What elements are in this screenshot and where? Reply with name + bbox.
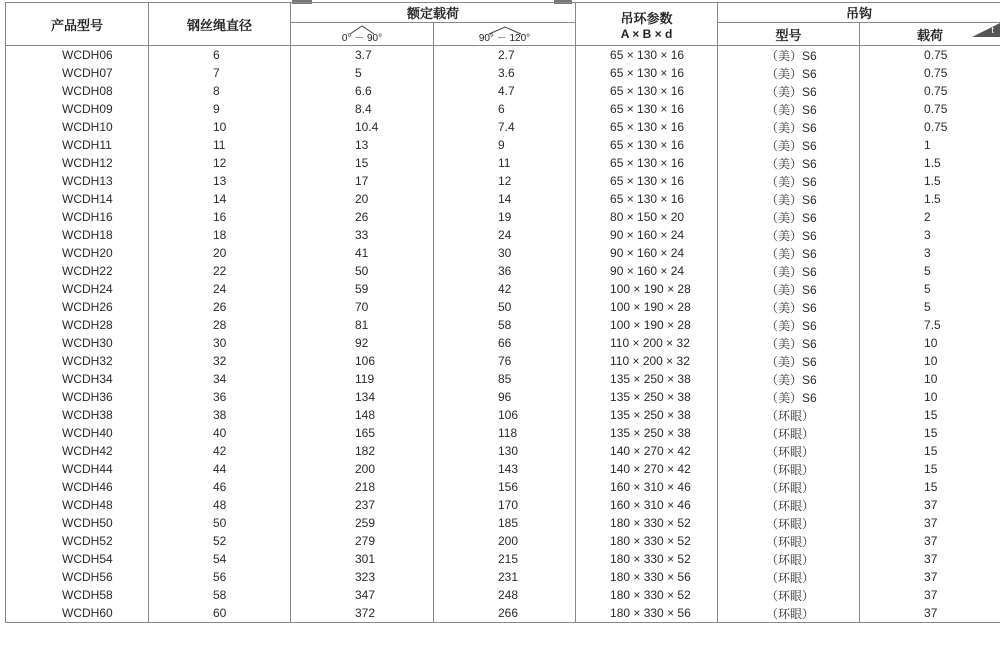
table-row [6,226,1000,244]
cell-ring-params: 160 × 310 × 46 [576,478,718,496]
cell-load-0-90: 165 [291,424,434,442]
cell-load-90-120: 42 [434,280,576,298]
cell-hook-load: 0.75 [860,118,1000,136]
cell-model: WCDH26 [6,298,149,316]
cell-load-90-120: 130 [434,442,576,460]
table-body [6,46,1000,623]
cell-hook-load: 1.5 [860,154,1000,172]
table-row [6,586,1000,604]
cell-load-90-120: 66 [434,334,576,352]
cell-load-90-120: 266 [434,604,576,623]
table-row [6,136,1000,154]
cell-rope-diameter: 7 [149,64,291,82]
cell-ring-params: 65 × 130 × 16 [576,46,718,65]
cell-hook-type: （美）S6 [718,280,860,298]
cell-load-90-120: 50 [434,298,576,316]
table-row [6,334,1000,352]
table-row [6,208,1000,226]
cell-load-90-120: 248 [434,586,576,604]
cell-load-0-90: 8.4 [291,100,434,118]
cell-ring-params: 100 × 190 × 28 [576,298,718,316]
cell-ring-params: 140 × 270 × 42 [576,442,718,460]
cell-rope-diameter: 44 [149,460,291,478]
cell-hook-type: （美）S6 [718,208,860,226]
cell-hook-load: 0.75 [860,46,1000,65]
cell-load-90-120: 9 [434,136,576,154]
table-row [6,154,1000,172]
cell-ring-params: 180 × 330 × 56 [576,568,718,586]
cell-load-0-90: 41 [291,244,434,262]
cell-hook-load: 10 [860,388,1000,406]
cell-rope-diameter: 54 [149,550,291,568]
cell-hook-load: 15 [860,478,1000,496]
cell-rope-diameter: 16 [149,208,291,226]
cell-hook-type: （环眼） [718,478,860,496]
table-row [6,478,1000,496]
cell-ring-params: 160 × 310 × 46 [576,496,718,514]
cell-load-0-90: 50 [291,262,434,280]
cell-ring-params: 90 × 160 × 24 [576,226,718,244]
cell-hook-load: 15 [860,442,1000,460]
table-row [6,388,1000,406]
cell-load-0-90: 20 [291,190,434,208]
cell-model: WCDH10 [6,118,149,136]
cell-model: WCDH09 [6,100,149,118]
cell-model: WCDH22 [6,262,149,280]
table-row [6,424,1000,442]
cell-hook-type: （环眼） [718,586,860,604]
cell-load-90-120: 19 [434,208,576,226]
cell-model: WCDH08 [6,82,149,100]
cell-model: WCDH24 [6,280,149,298]
cell-ring-params: 65 × 130 × 16 [576,136,718,154]
cell-rope-diameter: 6 [149,46,291,65]
unit-label: t [991,25,995,35]
cell-load-90-120: 76 [434,352,576,370]
cell-load-0-90: 17 [291,172,434,190]
cell-hook-type: （美）S6 [718,154,860,172]
cell-rope-diameter: 46 [149,478,291,496]
table-row [6,82,1000,100]
cell-model: WCDH06 [6,46,149,65]
cell-model: WCDH56 [6,568,149,586]
cell-rope-diameter: 38 [149,406,291,424]
cell-model: WCDH32 [6,352,149,370]
cell-hook-load: 5 [860,262,1000,280]
cell-ring-params: 90 × 160 × 24 [576,244,718,262]
cell-ring-params: 100 × 190 × 28 [576,280,718,298]
cell-load-0-90: 3.7 [291,46,434,65]
cell-model: WCDH20 [6,244,149,262]
cell-load-90-120: 170 [434,496,576,514]
cell-load-90-120: 143 [434,460,576,478]
cell-load-90-120: 85 [434,370,576,388]
table-row [6,514,1000,532]
cell-hook-type: （美）S6 [718,262,860,280]
header-hook: 吊钩 [718,3,1000,23]
cell-rope-diameter: 10 [149,118,291,136]
table-row [6,100,1000,118]
cell-hook-type: （美）S6 [718,118,860,136]
cell-load-90-120: 156 [434,478,576,496]
cell-ring-params: 65 × 130 × 16 [576,64,718,82]
cell-rope-diameter: 22 [149,262,291,280]
cell-hook-type: （美）S6 [718,136,860,154]
cell-hook-load: 10 [860,352,1000,370]
cell-hook-type: （美）S6 [718,64,860,82]
cell-load-90-120: 11 [434,154,576,172]
cell-load-0-90: 279 [291,532,434,550]
cell-hook-load: 37 [860,586,1000,604]
cell-hook-type: （美）S6 [718,82,860,100]
cell-model: WCDH30 [6,334,149,352]
cell-rope-diameter: 60 [149,604,291,623]
header-hook-load [860,23,1000,46]
table-row [6,262,1000,280]
cell-ring-params: 90 × 160 × 24 [576,262,718,280]
cell-ring-params: 180 × 330 × 52 [576,514,718,532]
cell-load-90-120: 36 [434,262,576,280]
cell-model: WCDH38 [6,406,149,424]
cell-hook-load: 1.5 [860,172,1000,190]
table-row [6,118,1000,136]
cell-ring-params: 65 × 130 × 16 [576,118,718,136]
cell-hook-load: 37 [860,496,1000,514]
cell-hook-type: （环眼） [718,460,860,478]
table-row [6,550,1000,568]
header-ring-title: 吊环参数 [620,10,673,26]
cell-ring-params: 65 × 130 × 16 [576,100,718,118]
cell-hook-load: 10 [860,370,1000,388]
table-row [6,568,1000,586]
header-model: 产品型号 [6,3,149,46]
cell-hook-load: 3 [860,226,1000,244]
cell-hook-type: （环眼） [718,496,860,514]
cell-load-90-120: 6 [434,100,576,118]
cell-load-0-90: 323 [291,568,434,586]
cell-load-90-120: 4.7 [434,82,576,100]
cell-load-0-90: 106 [291,352,434,370]
header-ring-formula: A × B × d [620,26,673,41]
cell-load-0-90: 218 [291,478,434,496]
cell-hook-type: （环眼） [718,424,860,442]
cell-hook-load: 1.5 [860,190,1000,208]
cell-model: WCDH54 [6,550,149,568]
cell-hook-load: 15 [860,406,1000,424]
cell-rope-diameter: 11 [149,136,291,154]
cell-rope-diameter: 24 [149,280,291,298]
cell-model: WCDH50 [6,514,149,532]
cell-load-90-120: 3.6 [434,64,576,82]
cell-hook-load: 0.75 [860,64,1000,82]
cell-load-0-90: 119 [291,370,434,388]
cell-rope-diameter: 30 [149,334,291,352]
cell-rope-diameter: 34 [149,370,291,388]
cell-load-90-120: 231 [434,568,576,586]
cell-hook-load: 3 [860,244,1000,262]
table-row [6,460,1000,478]
cell-rope-diameter: 13 [149,172,291,190]
cell-ring-params: 65 × 130 × 16 [576,172,718,190]
cell-hook-type: （环眼） [718,604,860,623]
cell-model: WCDH44 [6,460,149,478]
cell-hook-type: （美）S6 [718,172,860,190]
cell-rope-diameter: 28 [149,316,291,334]
cell-model: WCDH07 [6,64,149,82]
cell-hook-load: 37 [860,532,1000,550]
table-row [6,280,1000,298]
table-row [6,406,1000,424]
cell-rope-diameter: 58 [149,586,291,604]
cell-load-0-90: 15 [291,154,434,172]
cell-ring-params: 110 × 200 × 32 [576,334,718,352]
angle-90-120-label: 90° － 120° [478,33,531,44]
cell-model: WCDH60 [6,604,149,623]
header-hook-type: 型号 [718,23,860,46]
cell-ring-params: 180 × 330 × 52 [576,550,718,568]
cell-rope-diameter: 14 [149,190,291,208]
cell-ring-params: 110 × 200 × 32 [576,352,718,370]
table-row [6,532,1000,550]
cell-model: WCDH14 [6,190,149,208]
cell-hook-type: （美）S6 [718,244,860,262]
cell-hook-load: 2 [860,208,1000,226]
cell-load-0-90: 182 [291,442,434,460]
table-row [6,316,1000,334]
cell-model: WCDH16 [6,208,149,226]
cell-load-0-90: 5 [291,64,434,82]
cell-load-0-90: 301 [291,550,434,568]
cell-rope-diameter: 40 [149,424,291,442]
cell-hook-load: 7.5 [860,316,1000,334]
cell-load-0-90: 372 [291,604,434,623]
cell-ring-params: 135 × 250 × 38 [576,424,718,442]
header-angle-0-90 [291,23,434,46]
cell-load-90-120: 24 [434,226,576,244]
cell-hook-type: （环眼） [718,568,860,586]
cell-rope-diameter: 50 [149,514,291,532]
cell-rope-diameter: 42 [149,442,291,460]
cell-hook-load: 37 [860,604,1000,623]
cell-model: WCDH48 [6,496,149,514]
cell-model: WCDH58 [6,586,149,604]
cell-load-0-90: 92 [291,334,434,352]
cell-model: WCDH34 [6,370,149,388]
cell-rope-diameter: 36 [149,388,291,406]
cell-load-0-90: 70 [291,298,434,316]
hook-load-label: 载荷 [917,27,944,43]
cell-load-90-120: 200 [434,532,576,550]
cell-model: WCDH18 [6,226,149,244]
table-row [6,496,1000,514]
cell-model: WCDH42 [6,442,149,460]
cell-load-0-90: 134 [291,388,434,406]
cell-load-0-90: 81 [291,316,434,334]
cell-ring-params: 80 × 150 × 20 [576,208,718,226]
table-row [6,190,1000,208]
cell-ring-params: 100 × 190 × 28 [576,316,718,334]
cell-load-0-90: 347 [291,586,434,604]
cell-ring-params: 135 × 250 × 38 [576,406,718,424]
cell-load-0-90: 237 [291,496,434,514]
header-ring-params [576,3,718,46]
cell-hook-load: 1 [860,136,1000,154]
table-row [6,244,1000,262]
cell-load-0-90: 259 [291,514,434,532]
cell-hook-type: （环眼） [718,406,860,424]
cell-load-90-120: 7.4 [434,118,576,136]
cell-rope-diameter: 18 [149,226,291,244]
header-angle-90-120 [434,23,576,46]
cell-hook-type: （美）S6 [718,190,860,208]
table-row [6,298,1000,316]
cell-ring-params: 140 × 270 × 42 [576,460,718,478]
cell-load-90-120: 215 [434,550,576,568]
cell-load-0-90: 10.4 [291,118,434,136]
cell-hook-type: （环眼） [718,550,860,568]
cell-rope-diameter: 12 [149,154,291,172]
cell-hook-type: （环眼） [718,442,860,460]
table-row [6,370,1000,388]
cell-hook-type: （环眼） [718,532,860,550]
wire-rope-sling-table [5,2,1000,623]
cell-hook-load: 0.75 [860,82,1000,100]
cell-hook-type: （环眼） [718,514,860,532]
table-row [6,604,1000,623]
cell-load-0-90: 200 [291,460,434,478]
table-row [6,64,1000,82]
cell-ring-params: 65 × 130 × 16 [576,190,718,208]
cell-model: WCDH11 [6,136,149,154]
cell-hook-load: 15 [860,424,1000,442]
cell-hook-type: （美）S6 [718,352,860,370]
cell-rope-diameter: 20 [149,244,291,262]
cell-load-90-120: 30 [434,244,576,262]
cell-load-90-120: 58 [434,316,576,334]
cell-hook-type: （美）S6 [718,226,860,244]
cell-hook-type: （美）S6 [718,388,860,406]
cell-load-90-120: 118 [434,424,576,442]
cell-model: WCDH46 [6,478,149,496]
cell-model: WCDH52 [6,532,149,550]
cell-hook-load: 10 [860,334,1000,352]
cell-load-90-120: 106 [434,406,576,424]
cell-hook-load: 15 [860,460,1000,478]
cell-hook-type: （美）S6 [718,316,860,334]
header-rope-diameter: 钢丝绳直径 [149,3,291,46]
cell-load-0-90: 6.6 [291,82,434,100]
cell-load-90-120: 96 [434,388,576,406]
cell-rope-diameter: 32 [149,352,291,370]
cell-hook-type: （美）S6 [718,334,860,352]
cell-ring-params: 180 × 330 × 56 [576,604,718,623]
cell-hook-type: （美）S6 [718,298,860,316]
cell-ring-params: 180 × 330 × 52 [576,532,718,550]
cell-ring-params: 65 × 130 × 16 [576,82,718,100]
cell-ring-params: 180 × 330 × 52 [576,586,718,604]
cell-load-0-90: 26 [291,208,434,226]
cell-load-0-90: 33 [291,226,434,244]
cell-hook-load: 37 [860,514,1000,532]
cell-hook-type: （美）S6 [718,370,860,388]
cell-load-90-120: 14 [434,190,576,208]
cell-hook-type: （美）S6 [718,100,860,118]
cell-hook-load: 37 [860,550,1000,568]
cell-load-0-90: 59 [291,280,434,298]
cell-rope-diameter: 56 [149,568,291,586]
cell-load-0-90: 13 [291,136,434,154]
cell-hook-load: 5 [860,298,1000,316]
cell-ring-params: 65 × 130 × 16 [576,154,718,172]
cell-rope-diameter: 8 [149,82,291,100]
cell-load-90-120: 2.7 [434,46,576,65]
header-rated-load: 额定载荷 [291,3,576,23]
table-row [6,442,1000,460]
cell-hook-load: 5 [860,280,1000,298]
cell-load-90-120: 185 [434,514,576,532]
cell-model: WCDH28 [6,316,149,334]
table-row [6,352,1000,370]
cell-ring-params: 135 × 250 × 38 [576,388,718,406]
cell-load-0-90: 148 [291,406,434,424]
cell-rope-diameter: 48 [149,496,291,514]
cell-rope-diameter: 52 [149,532,291,550]
cell-hook-load: 37 [860,568,1000,586]
cell-ring-params: 135 × 250 × 38 [576,370,718,388]
cell-hook-type: （美）S6 [718,46,860,65]
cell-model: WCDH13 [6,172,149,190]
unit-corner-mark [972,23,1000,37]
cell-model: WCDH40 [6,424,149,442]
cell-load-90-120: 12 [434,172,576,190]
table-row [6,172,1000,190]
cell-rope-diameter: 26 [149,298,291,316]
cell-hook-load: 0.75 [860,100,1000,118]
cell-model: WCDH36 [6,388,149,406]
table-row [6,46,1000,65]
angle-0-90-label: 0° － 90° [341,33,383,44]
cell-model: WCDH12 [6,154,149,172]
cell-rope-diameter: 9 [149,100,291,118]
